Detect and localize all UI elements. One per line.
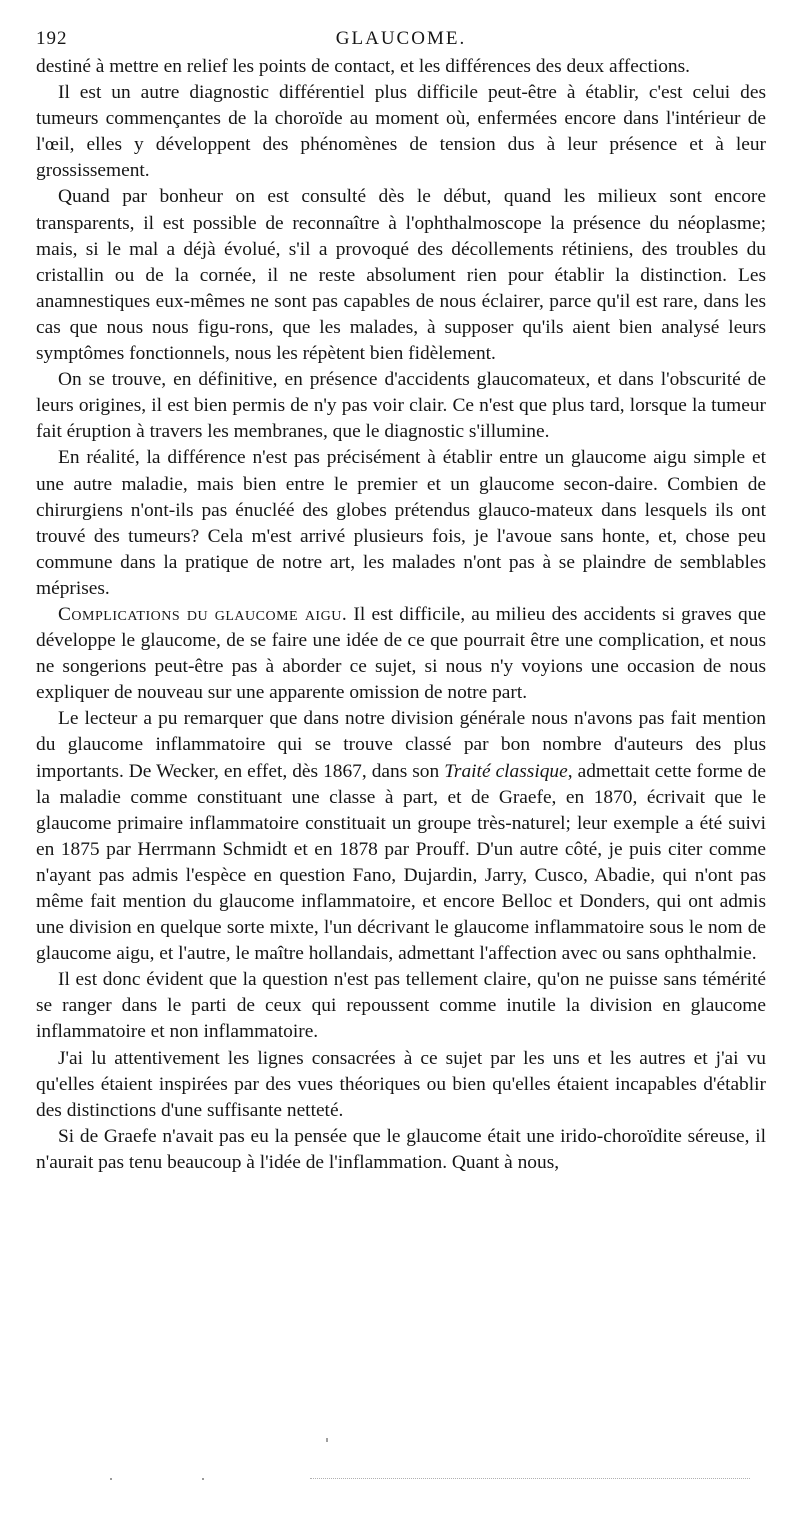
paragraph-continuation: destiné à mettre en relief les points de contact, et les différences des deux affections. [36, 56, 690, 77]
paragraph: Il est un autre diagnostic différentiel plus difficile peut-être à établir, c'est celui des tumeurs commençantes de la choroïde au moment où, enfermées encore dans l'intérieur de l'œil, elles y développent des phénomènes de tension dus à leur présence et à leur grossissement. [36, 82, 766, 182]
print-dot [110, 1478, 112, 1480]
paragraph: Si de Graefe n'avait pas eu la pensée que le glaucome était une irido-choroïdite séreuse, il n'aurait pas tenu beaucoup à l'idée de l'inflammation. Quant à nous, [36, 1125, 766, 1173]
page-number: 192 [36, 28, 68, 49]
body-text [36, 54, 766, 1176]
paragraph: J'ai lu attentivement les lignes consacrées à ce sujet par les uns et les autres et j'ai vu qu'elles étaient inspirées par des vues théoriques ou bien qu'elles étaient incapables d'établir des distinctions d'une suffisante netteté. [36, 1047, 766, 1121]
paragraph: En réalité, la différence n'est pas précisément à établir entre un glaucome aigu simple et une autre maladie, mais bien entre le premier et un glaucome secon-daire. Combien de chirurgiens n'ont-ils pas énucléé des globes prétendus glauco-mateux dans lesquels ils ont trouvé des tumeurs? Cela m'est arrivé plusieurs fois, je l'avoue sans honte, et, chose peu commune dans la pratique de notre art, les malades n'ont pas à se plaindre de semblables méprises. [36, 447, 766, 599]
paragraph-complications: Complications du glaucome aigu. Il est difficile, au milieu des accidents si graves que développe le glaucome, de se faire une idée de ce que pourrait être une complication, et nous ne songerions peut-être pas à aborder ce sujet, si nous n'y voyions une occasion de nous expliquer de nouveau sur une apparente omission de notre part. [36, 603, 766, 704]
paragraph: Il est donc évident que la question n'est pas tellement claire, qu'on ne puisse sans témérité se ranger dans le parti de ceux qui repoussent comme inutile la division en glaucome inflammatoire et non inflammatoire. [36, 969, 766, 1043]
paragraph: Quand par bonheur on est consulté dès le début, quand les milieux sont encore transparents, il est possible de reconnaître à l'ophthalmoscope la présence du néoplasme; mais, si le mal a déjà évolué, s'il a provoqué des décollements rétiniens, des troubles du cristallin ou de la cornée, il ne reste absolument rien pour établir la distinction. Les anamnestiques eux-mêmes ne sont pas capables de nous éclairer, parce qu'il est rare, dans les cas que nous nous figu-rons, que les malades, à supposer qu'ils aient bien analysé leurs symptômes fonctionnels, nous les répètent bien fidèlement. [36, 186, 766, 365]
footer-print-marks [110, 1476, 760, 1482]
italic-title: Traité classique [444, 760, 568, 782]
paragraph: Le lecteur a pu remarquer que dans notre division générale nous n'avons pas fait mention du glaucome inflammatoire qui se trouve classé par bon nombre d'auteurs des plus importants. De Wecker, en effet, dès 1867, dans son Traité classique, admettait cette forme de la maladie comme constituant une classe à part, et de Graefe, en 1870, écrivait que le glaucome primaire inflammatoire constituait un groupe très-naturel; leur exemple a été suivi en 1875 par Herrmann Schmidt et en 1878 par Prouff. D'un autre côté, je puis citer comme n'ayant pas admis l'espèce en question Fano, Dujardin, Jarry, Cusco, Abadie, qui n'ont pas même fait mention du glaucome inflammatoire, et encore Belloc et Donders, qui ont admis une division en quelque sorte mixte, l'un décrivant le glaucome inflammatoire sous le nom de glaucome aigu, et l'autre, le maître hollandais, admettant l'affection avec ou sans ophthalmie. [36, 708, 766, 965]
running-head [36, 28, 766, 54]
section-lead: Complications du glaucome aigu. [58, 603, 348, 625]
paragraph: On se trouve, en définitive, en présence d'accidents glaucomateux, et dans l'obscurité de leurs origines, il est bien permis de n'y pas voir clair. Ce n'est que plus tard, lorsque la tumeur fait éruption à travers les membranes, que le diagnostic s'illumine. [36, 369, 766, 443]
faint-bleed-line [310, 1478, 750, 1480]
running-title: GLAUCOME. [335, 28, 467, 49]
stray-print-mark [326, 1438, 328, 1442]
page [36, 28, 766, 1176]
print-dot [202, 1478, 204, 1480]
